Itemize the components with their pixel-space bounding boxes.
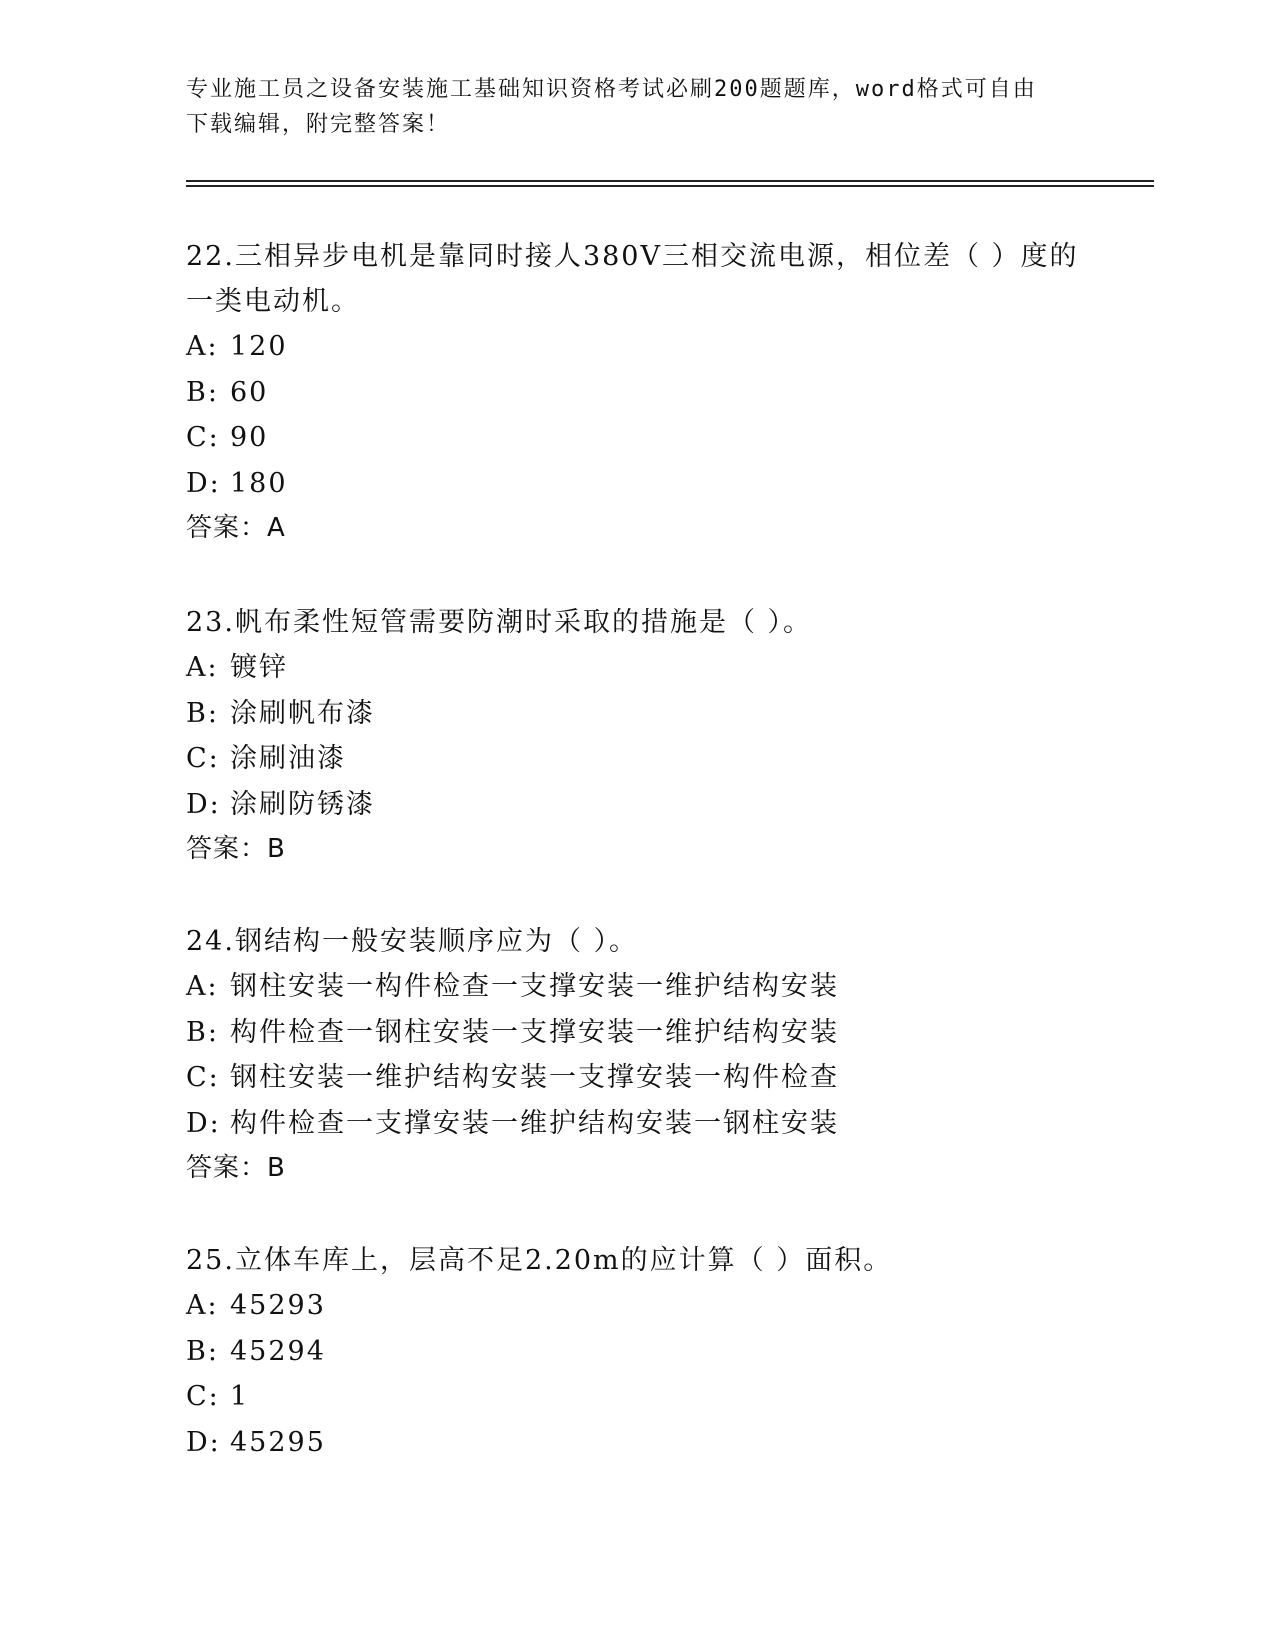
option-text: 90	[230, 422, 269, 453]
option-label: A:	[186, 331, 219, 362]
option-label: C:	[186, 1381, 220, 1412]
option-text: 构件检查一支撑安装一维护结构安装一钢柱安装	[230, 1107, 839, 1139]
answer-line: 答案：A	[186, 513, 286, 543]
option-text: 钢柱安装一构件检查一支撑安装一维护结构安装	[230, 971, 839, 1002]
option-text: 镀锌	[230, 652, 288, 683]
option-text: 120	[230, 331, 288, 362]
question-23	[186, 600, 1086, 872]
option-label: C:	[186, 1062, 220, 1093]
option-c	[186, 415, 1086, 461]
question-stem-line: 23.帆布柔性短管需要防潮时采取的措施是（ ）。	[186, 607, 813, 638]
question-24	[186, 919, 1086, 1191]
option-text: 180	[230, 467, 288, 499]
option-text: 涂刷防锈漆	[230, 788, 375, 820]
option-label: B:	[186, 376, 219, 408]
header-divider-top	[186, 180, 1154, 182]
option-label: D:	[186, 788, 221, 820]
option-b	[186, 1010, 1086, 1056]
option-label: B:	[186, 1335, 219, 1367]
question-stem-line: 24.钢结构一般安装顺序应为（ ）。	[186, 926, 639, 957]
option-text: 45293	[230, 1290, 326, 1321]
option-d	[186, 461, 1086, 507]
document-header	[186, 72, 1086, 142]
option-c	[186, 1055, 1086, 1101]
option-label: A:	[186, 971, 219, 1002]
option-d	[186, 782, 1086, 828]
option-a	[186, 324, 1086, 370]
option-b	[186, 691, 1086, 737]
option-label: C:	[186, 743, 220, 774]
option-label: C:	[186, 422, 220, 453]
option-a	[186, 964, 1086, 1010]
option-d	[186, 1420, 1086, 1466]
answer-line: 答案：B	[186, 1153, 286, 1183]
option-c	[186, 1374, 1086, 1420]
question-25	[186, 1238, 1086, 1465]
option-label: A:	[186, 652, 219, 683]
option-label: B:	[186, 1016, 219, 1048]
option-text: 1	[230, 1381, 250, 1412]
option-b	[186, 1329, 1086, 1375]
option-label: D:	[186, 1107, 221, 1139]
option-d	[186, 1101, 1086, 1147]
option-a	[186, 1283, 1086, 1329]
option-label: D:	[186, 1426, 221, 1458]
option-text: 45294	[230, 1335, 326, 1367]
option-label: B:	[186, 697, 219, 729]
option-c	[186, 736, 1086, 782]
header-line-1: 专业施工员之设备安装施工基础知识资格考试必刷200题题库，word格式可自由	[186, 77, 1037, 102]
header-divider-bottom	[186, 185, 1154, 187]
header-line-2: 下载编辑，附完整答案！	[186, 112, 451, 137]
question-stem-line: 22.三相异步电机是靠同时接人380V三相交流电源，相位差（ ）度的	[186, 241, 1079, 272]
option-text: 涂刷油漆	[230, 743, 346, 774]
option-text: 涂刷帆布漆	[230, 697, 375, 729]
question-22	[186, 234, 1086, 551]
option-text: 45295	[230, 1426, 326, 1458]
option-label: A:	[186, 1290, 219, 1321]
question-stem-line: 一类电动机。	[186, 286, 360, 317]
option-text: 钢柱安装一维护结构安装一支撑安装一构件检查	[230, 1062, 839, 1093]
question-stem-line: 25.立体车库上，层高不足2.20m的应计算（ ）面积。	[186, 1245, 893, 1276]
option-text: 60	[230, 376, 269, 408]
option-a	[186, 645, 1086, 691]
option-label: D:	[186, 467, 221, 499]
option-b	[186, 370, 1086, 416]
answer-line: 答案：B	[186, 834, 286, 864]
option-text: 构件检查一钢柱安装一支撑安装一维护结构安装	[230, 1016, 839, 1048]
